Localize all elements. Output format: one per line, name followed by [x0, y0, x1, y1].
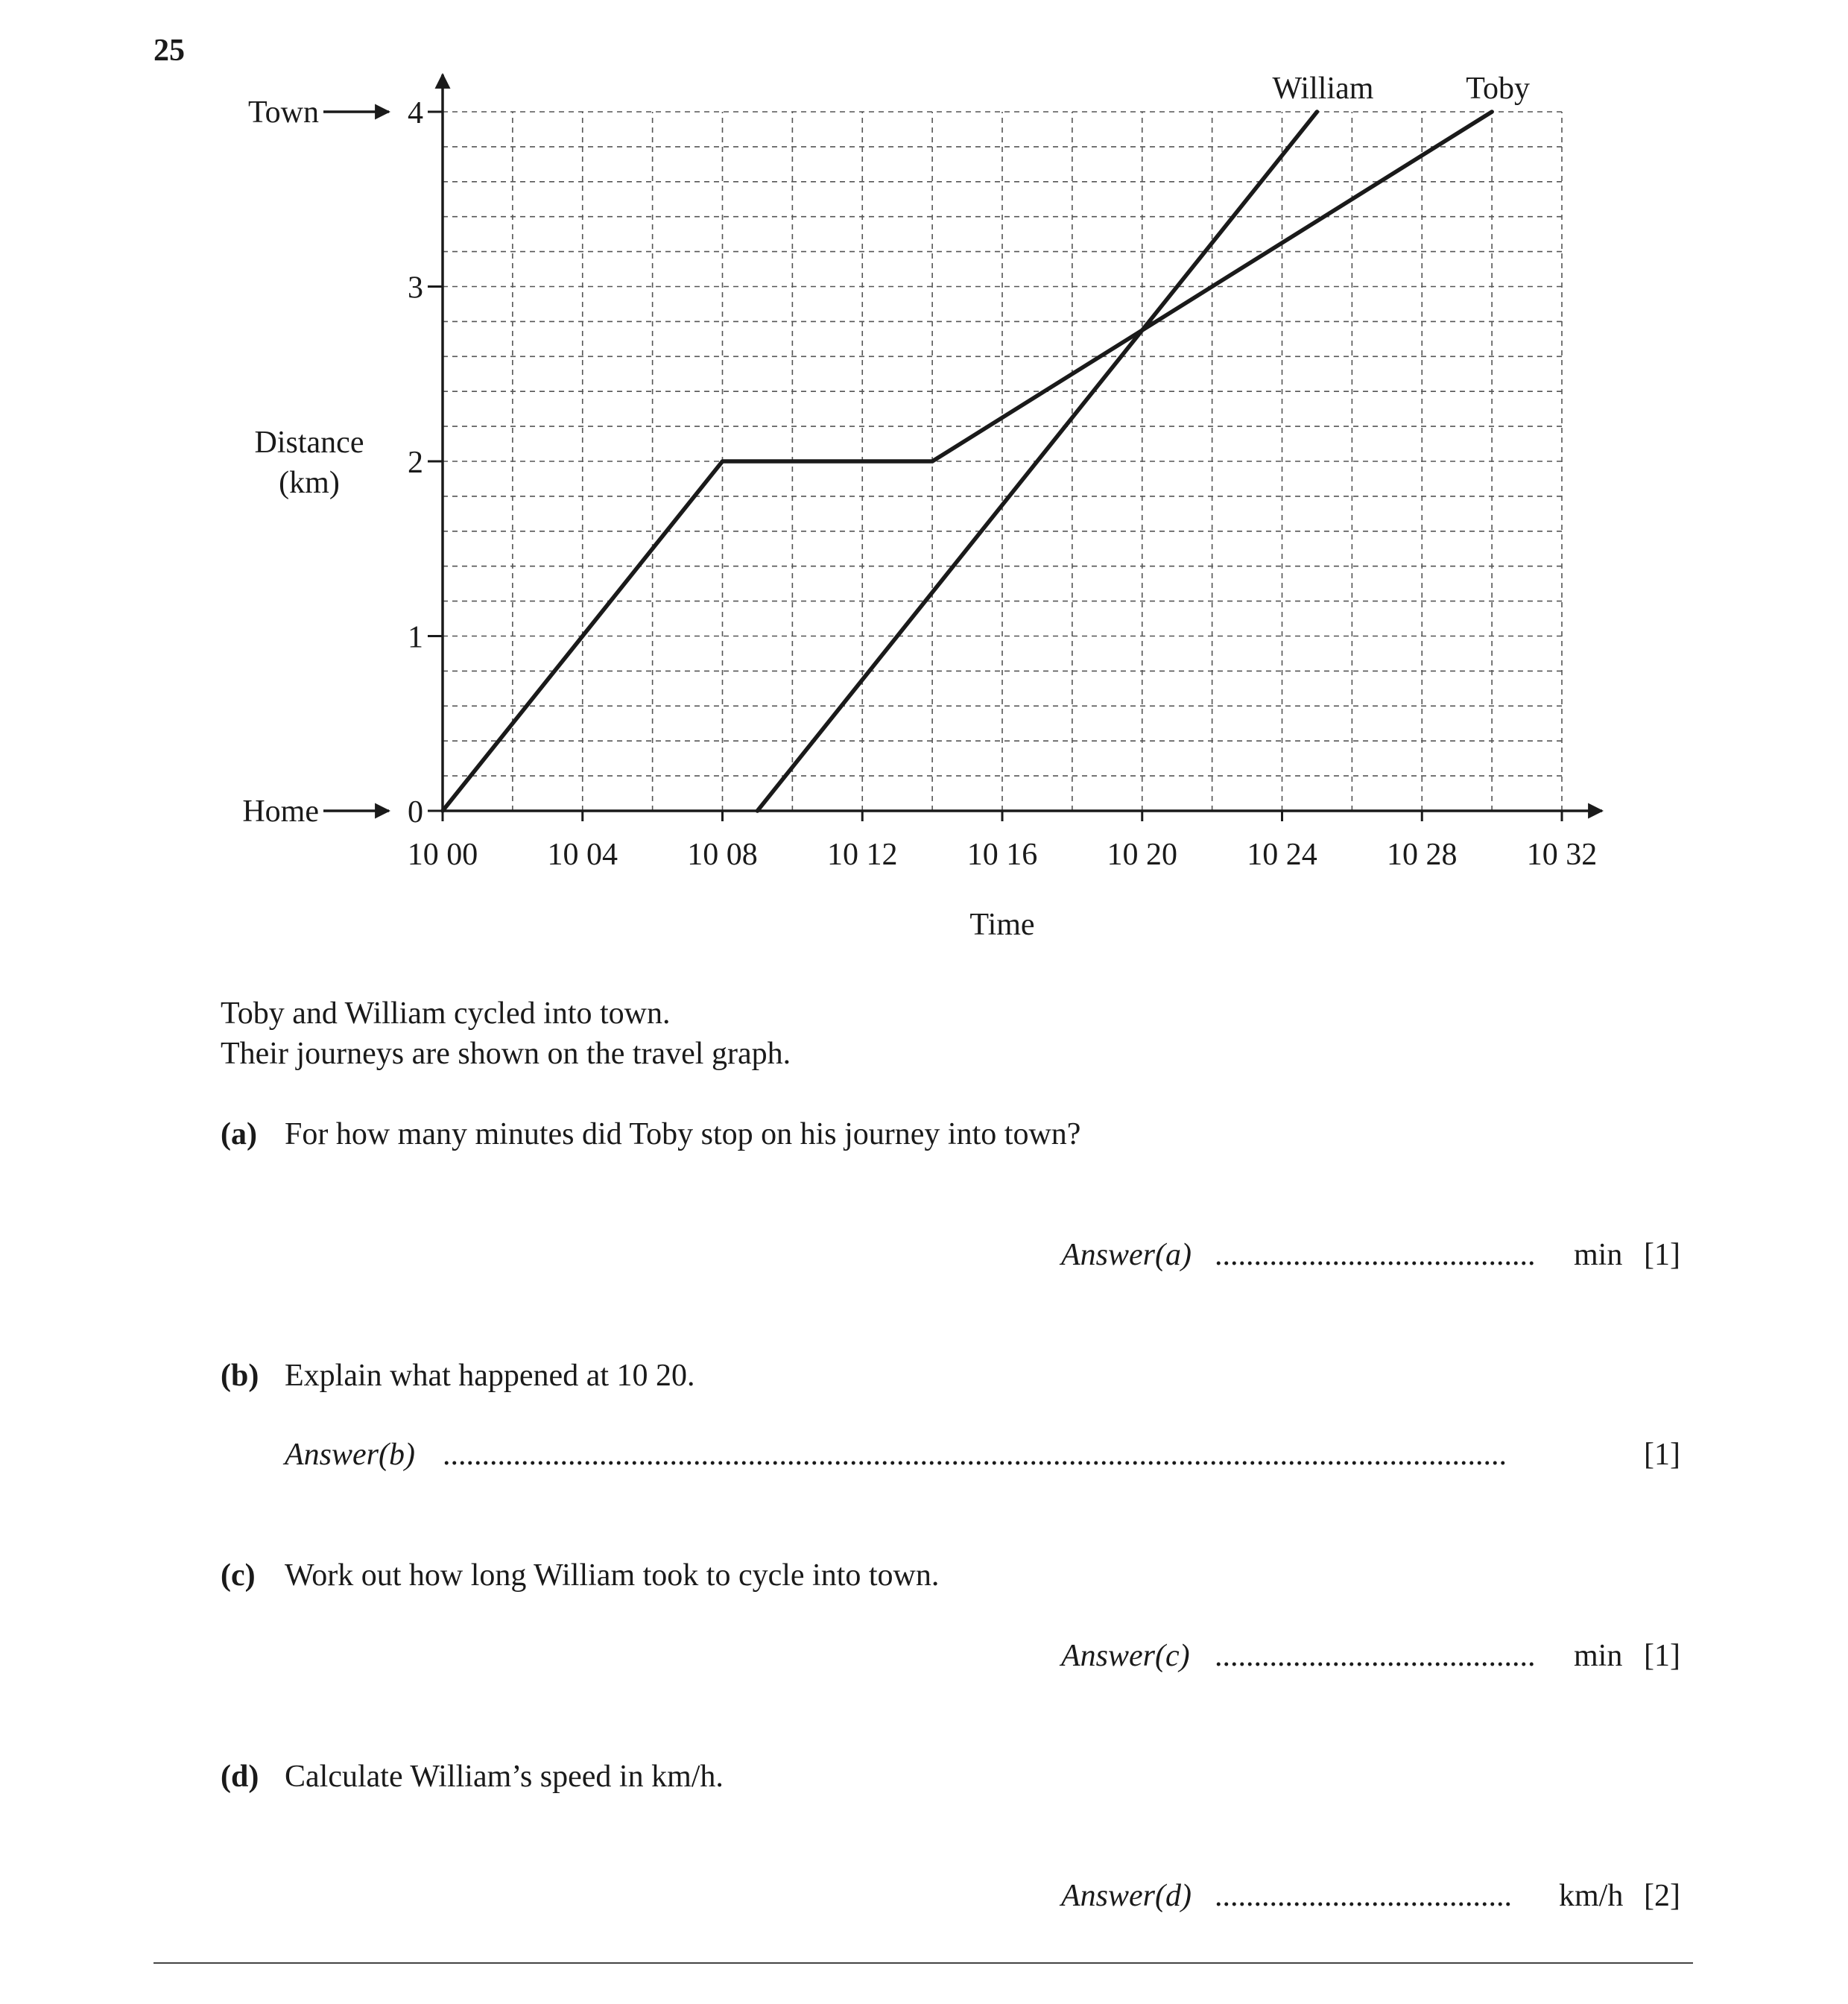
y-tick-label: 4 — [408, 96, 423, 130]
answer-d-label: Answer(d) — [1061, 1879, 1192, 1913]
answer-b-marks: [1] — [1644, 1438, 1680, 1472]
intro-line-1: Toby and William cycled into town. — [221, 996, 671, 1031]
question-number: 25 — [154, 34, 185, 68]
x-tick-label: 10 32 — [1526, 838, 1598, 872]
x-tick-label: 10 00 — [407, 838, 478, 872]
bottom-rule — [154, 1962, 1693, 1964]
answer-b-field[interactable]: ........................................................................................................................................ — [443, 1438, 1507, 1472]
answer-a-unit: min — [1574, 1238, 1623, 1272]
part-c-label: (c) — [221, 1558, 256, 1593]
answer-a-field[interactable]: ......................................... — [1215, 1238, 1536, 1272]
chart-grid — [443, 112, 1562, 811]
x-tick-label: 10 28 — [1387, 838, 1458, 872]
series-label-toby: Toby — [1466, 72, 1530, 106]
y-tick-label: 1 — [408, 620, 423, 655]
series-label-william: William — [1272, 72, 1374, 106]
y-axis-title: Distance — [254, 426, 364, 460]
x-tick-label: 10 04 — [547, 838, 618, 872]
x-tick-label: 10 08 — [687, 838, 758, 872]
x-tick-label: 10 12 — [827, 838, 898, 872]
x-tick-label: 10 24 — [1247, 838, 1317, 872]
x-axis-title: Time — [969, 908, 1035, 942]
answer-b-label: Answer(b) — [285, 1438, 415, 1472]
part-d-label: (d) — [221, 1760, 259, 1794]
part-a-question: For how many minutes did Toby stop on his journey into town? — [285, 1117, 1081, 1151]
answer-c-label: Answer(c) — [1061, 1639, 1190, 1673]
answer-a-marks: [1] — [1644, 1238, 1680, 1272]
part-d-question: Calculate William’s speed in km/h. — [285, 1760, 724, 1794]
town-annotation-label: Town — [247, 95, 319, 130]
y-tick-label: 0 — [408, 795, 423, 829]
x-tick-label: 10 16 — [966, 838, 1038, 872]
y-tick-label: 3 — [408, 271, 423, 306]
answer-d-unit: km/h — [1559, 1879, 1624, 1913]
answer-c-unit: min — [1574, 1639, 1623, 1673]
part-c-question: Work out how long William took to cycle into town. — [285, 1558, 940, 1593]
x-tick-label: 10 20 — [1107, 838, 1177, 872]
travel-graph — [0, 0, 1848, 969]
answer-a-label: Answer(a) — [1061, 1238, 1192, 1272]
answer-d-marks: [2] — [1644, 1879, 1680, 1913]
home-annotation-label: Home — [242, 794, 319, 829]
answer-c-field[interactable]: ......................................... — [1215, 1639, 1536, 1673]
part-a-label: (a) — [221, 1117, 257, 1151]
part-b-question: Explain what happened at 10 20. — [285, 1359, 695, 1393]
y-axis-unit: (km) — [279, 466, 340, 500]
intro-line-2: Their journeys are shown on the travel graph. — [221, 1037, 791, 1071]
answer-d-field[interactable]: ...................................... — [1215, 1879, 1512, 1913]
part-b-label: (b) — [221, 1359, 259, 1393]
answer-c-marks: [1] — [1644, 1639, 1680, 1673]
y-tick-label: 2 — [408, 446, 423, 480]
chart-axes — [428, 75, 1602, 821]
